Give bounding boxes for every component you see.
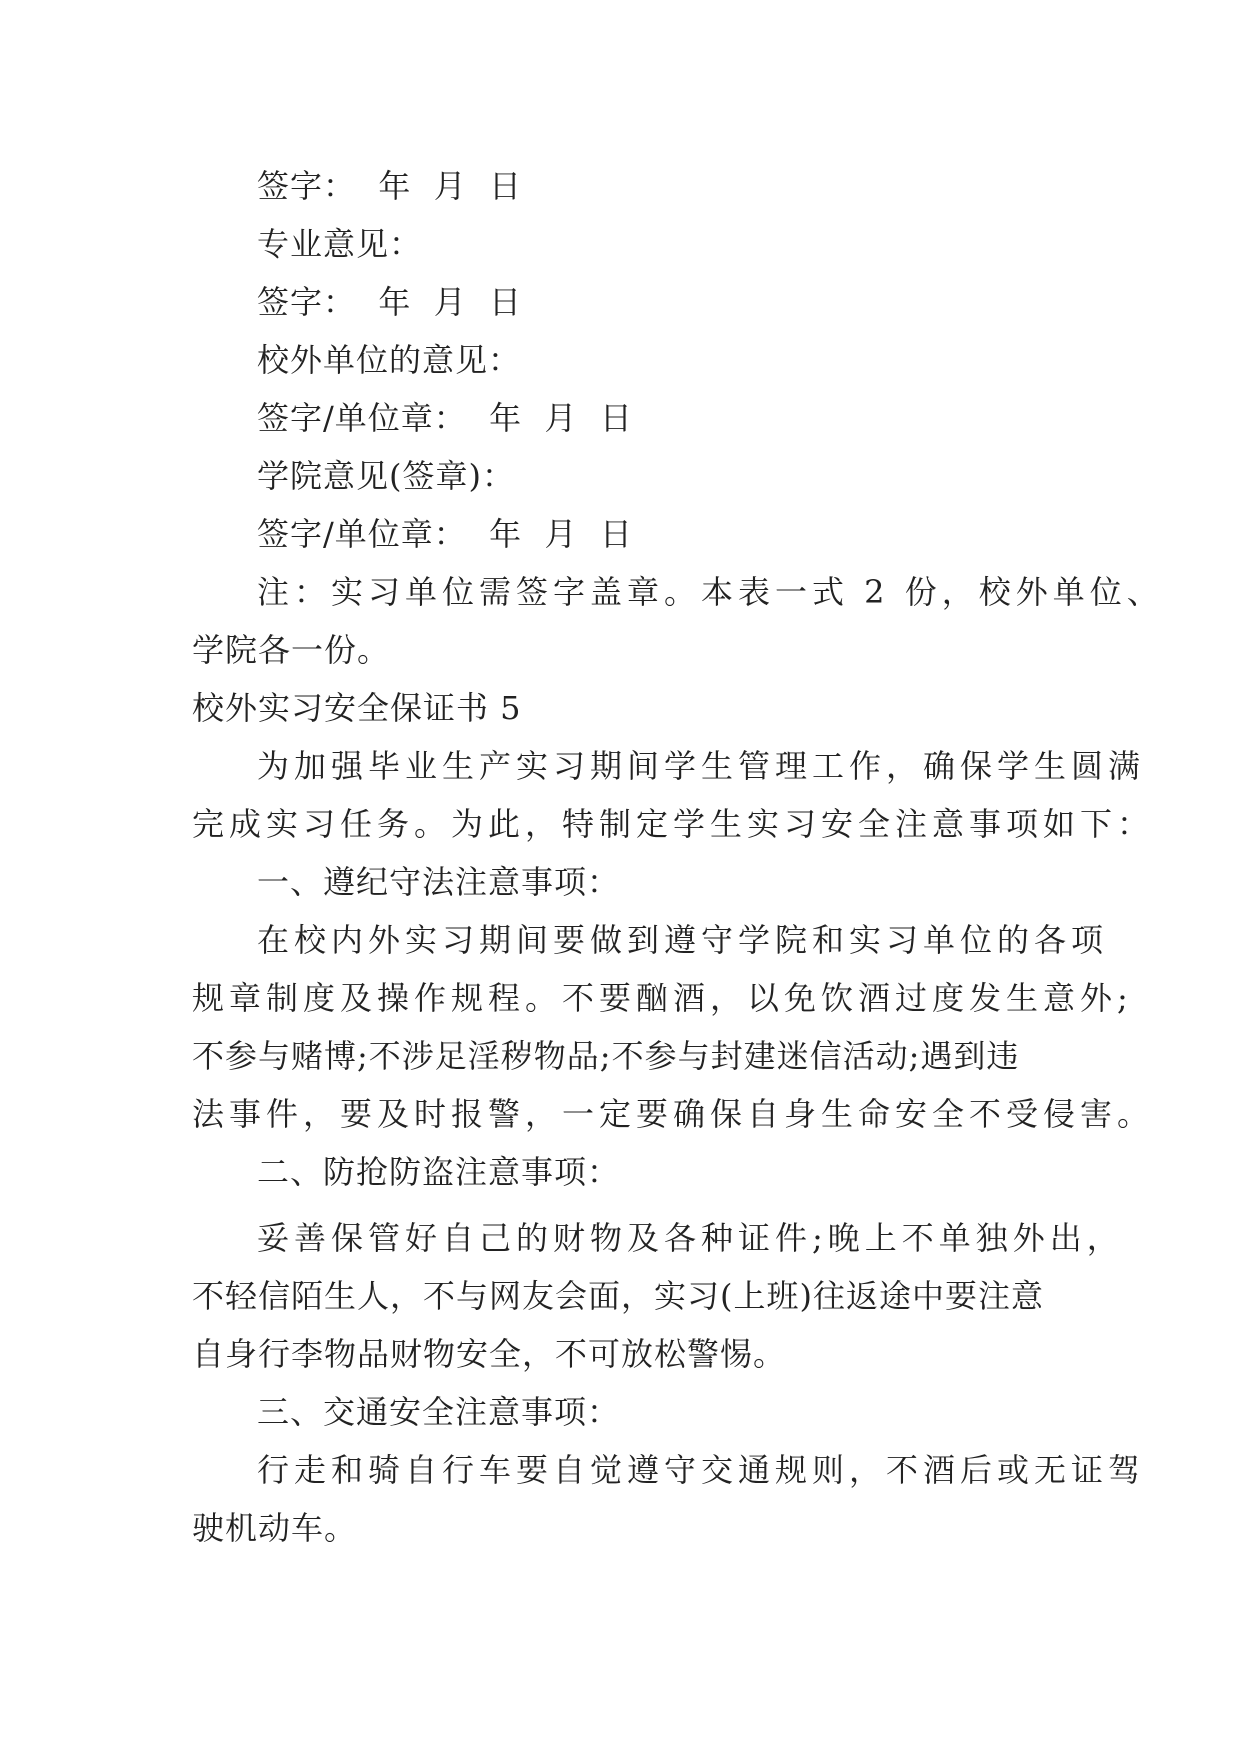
law-compliance-paragraph: 在校内外实习期间要做到遵守学院和实习单位的各项: [257, 921, 1109, 959]
signature-unit-seal-date-line: 签字/单位章： 年 月 日: [257, 515, 633, 553]
theft-prevention-paragraph: 不轻信陌生人，不与网友会面，实习(上班)往返途中要注意: [192, 1277, 1044, 1315]
intro-paragraph: 为加强毕业生产实习期间学生管理工作，确保学生圆满: [257, 747, 1146, 785]
traffic-safety-paragraph: 行走和骑自行车要自觉遵守交通规则，不酒后或无证驾: [257, 1451, 1146, 1489]
law-compliance-paragraph: 不参与赌博;不涉足淫秽物品;不参与封建迷信活动;遇到违: [192, 1037, 1020, 1075]
signature-unit-seal-date-line: 签字/单位章： 年 月 日: [257, 399, 633, 437]
heading-law-compliance: 一、遵纪守法注意事项：: [257, 863, 621, 901]
signature-date-line: 签字： 年 月 日: [257, 167, 523, 205]
heading-theft-prevention: 二、防抢防盗注意事项：: [257, 1153, 621, 1191]
heading-traffic-safety: 三、交通安全注意事项：: [257, 1393, 621, 1431]
law-compliance-paragraph: 法事件，要及时报警，一定要确保自身生命安全不受侵害。: [192, 1095, 1155, 1133]
college-opinion-label: 学院意见(签章)：: [257, 457, 515, 495]
note-paragraph-continued: 学院各一份。: [192, 631, 391, 669]
law-compliance-paragraph: 规章制度及操作规程。不要酗酒，以免饮酒过度发生意外;: [192, 979, 1133, 1017]
intro-paragraph-continued: 完成实习任务。为此，特制定学生实习安全注意事项如下：: [192, 805, 1155, 843]
major-opinion-label: 专业意见：: [257, 225, 423, 263]
signature-date-line: 签字： 年 月 日: [257, 283, 523, 321]
note-paragraph: 注：实习单位需签字盖章。本表一式 2 份，校外单位、: [257, 573, 1164, 611]
traffic-safety-paragraph: 驶机动车。: [192, 1509, 358, 1547]
external-unit-opinion-label: 校外单位的意见：: [257, 341, 522, 379]
theft-prevention-paragraph: 自身行李物品财物安全，不可放松警惕。: [192, 1335, 787, 1373]
section-title: 校外实习安全保证书 5: [192, 689, 522, 727]
theft-prevention-paragraph: 妥善保管好自己的财物及各种证件;晚上不单独外出，: [257, 1219, 1124, 1257]
